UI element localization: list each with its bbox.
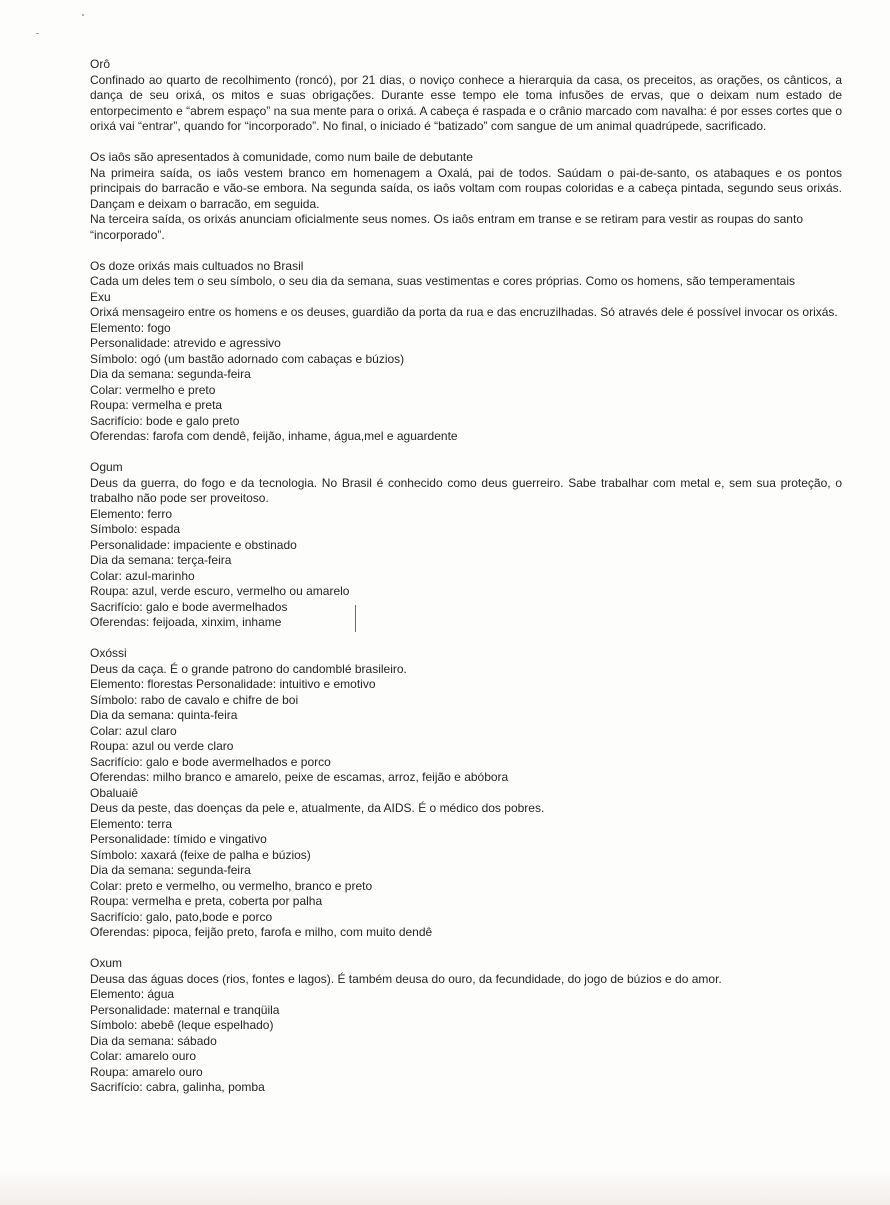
orixa-name-ogum: Ogum xyxy=(90,460,123,474)
orixa-attr-line: Sacrifício: cabra, galinha, pomba xyxy=(90,1080,265,1094)
orixa-attr-line: Sacrifício: bode e galo preto xyxy=(90,413,240,428)
orixa-attr-line: Elemento: água xyxy=(90,987,175,1001)
orixa-attr-line: Dia da semana: terça-feira xyxy=(90,553,232,567)
orixa-attr-line: Roupa: vermelha e preta xyxy=(90,398,223,412)
orixa-attr-line: Elemento: terra xyxy=(90,816,173,831)
orixa-attr-line: Símbolo: ogó (um bastão adornado com cabaças e búzios) xyxy=(90,351,405,366)
orixa-attr-line: Símbolo: espada xyxy=(90,522,181,536)
orixa-attr-line: Símbolo: abebê (leque espelhado) xyxy=(90,1018,274,1032)
orixa-attr-line: Dia da semana: segunda-feira xyxy=(90,863,251,877)
paragraph-doze-orixas: Cada um deles tem o seu símbolo, o seu dia da semana, suas vestimentas e cores próprias. Como os homens, são temperamentais xyxy=(90,274,796,288)
orixa-attr-line: Roupa: azul, verde escuro, vermelho ou amarelo xyxy=(90,584,350,598)
orixa-attr-line: Dia da semana: segunda-feira xyxy=(90,367,251,381)
section-heading-iaos: Os iaôs são apresentados à comunidade, como num baile de debutante xyxy=(90,150,473,164)
orixa-name-oxum: Oxum xyxy=(90,956,123,970)
orixa-name-obaluaie: Obaluaiê xyxy=(90,785,139,800)
orixa-desc-exu: Orixá mensageiro entre os homens e os deuses, guardião da porta da rua e das encruzilhadas. Só através dele é possível invocar os orixás. xyxy=(90,305,838,319)
orixa-desc-oxum: Deusa das águas doces (rios, fontes e lagos). É também deusa do ouro, da fecundidade, do jogo de búzios e do amor. xyxy=(90,971,722,986)
orixa-name-exu: Exu xyxy=(90,289,111,304)
orixa-attr-line: Elemento: ferro xyxy=(90,506,173,521)
orixa-desc-obaluaie: Deus da peste, das doenças da pele e, atualmente, da AIDS. É o médico dos pobres. xyxy=(90,801,545,815)
orixa-attr-line: Dia da semana: sábado xyxy=(90,1033,217,1048)
orixa-attr-line: Roupa: amarelo ouro xyxy=(90,1064,203,1079)
orixa-desc-oxossi: Deus da caça. É o grande patrono do candomblé brasileiro. xyxy=(90,661,407,676)
scan-speck xyxy=(36,33,39,34)
orixa-attr-line: Elemento: fogo xyxy=(90,320,171,335)
orixa-attr-line: Oferendas: farofa com dendê, feijão, inhame, água,mel e aguardente xyxy=(90,429,458,443)
paragraph-iaos-2: Na terceira saída, os orixás anunciam oficialmente seus nomes. Os iaôs entram em transe e se retiram para vestir as roupas do santo “incorporado”. xyxy=(90,212,803,242)
orixa-attr-line: Símbolo: xaxará (feixe de palha e búzios) xyxy=(90,847,311,862)
orixa-attr-line: Colar: amarelo ouro xyxy=(90,1049,197,1063)
paragraph-iaos-1: Na primeira saída, os iaôs vestem branco em homenagem a Oxalá, pai de todos. Saúdam o pai-de-santo, os atabaques e os pontos principais do barracão e vão-se embora. Na segunda saída, os iaôs voltam com roupas coloridas e a cabeça pintada, segundo seus orixás. Dançam e deixam o barracão, em seguida. xyxy=(90,165,842,211)
orixa-attr-line: Personalidade: impaciente e obstinado xyxy=(90,537,297,552)
orixa-attr-line: Roupa: azul ou verde claro xyxy=(90,739,234,753)
orixa-attr-line: Colar: vermelho e preto xyxy=(90,382,216,397)
orixa-attr-line: Personalidade: atrevido e agressivo xyxy=(90,336,281,350)
section-heading-doze-orixas: Os doze orixás mais cultuados no Brasil xyxy=(90,258,304,273)
paragraph-oro: Confinado ao quarto de recolhimento (roncó), por 21 dias, o noviço conhece a hierarquia da casa, os preceitos, as orações, os cânticos, a dança de seu orixá, os mitos e suas obrigações. Durante esse tempo ele toma infusões de ervas, que o deixam num estado de entorpecimento e “abrem espaço” na sua mente para o orixá. A cabeça é raspada e o crânio marcado com navalha: é por esses cortes que o orixá vai “entrar”, quando for “incorporado”. No final, o iniciado é “batizado” com sangue de um animal quadrúpede, sacrificado. xyxy=(90,72,842,133)
orixa-attr-line: Oferendas: pipoca, feijão preto, farofa e milho, com muito dendê xyxy=(90,925,433,939)
section-heading-oro: Orô xyxy=(90,57,111,71)
orixa-attr-line: Personalidade: tímido e vingativo xyxy=(90,832,267,846)
orixa-name-oxossi: Oxóssi xyxy=(90,646,127,660)
orixa-attr-line: Sacrifício: galo e bode avermelhados e porco xyxy=(90,754,331,769)
orixa-attr-line: Colar: azul claro xyxy=(90,723,177,738)
orixa-attr-line: Roupa: vermelha e preta, coberta por palha xyxy=(90,894,323,908)
document-body xyxy=(90,57,842,1096)
orixa-attr-line: Oferendas: feijoada, xinxim, inhame xyxy=(90,615,282,629)
orixa-attr-line: Sacrifício: galo e bode avermelhados xyxy=(90,599,288,614)
orixa-desc-ogum: Deus da guerra, do fogo e da tecnologia. No Brasil é conhecido como deus guerreiro. Sabe trabalhar com metal e, sem sua proteção, o trabalho não pode ser proveitoso. xyxy=(90,475,842,505)
orixa-attr-line: Símbolo: rabo de cavalo e chifre de boi xyxy=(90,692,299,707)
orixa-attr-line: Colar: azul-marinho xyxy=(90,568,195,583)
scan-speck xyxy=(82,14,84,16)
orixa-attr-line: Colar: preto e vermelho, ou vermelho, branco e preto xyxy=(90,878,373,893)
orixa-attr-line: Oferendas: milho branco e amarelo, peixe de escamas, arroz, feijão e abóbora xyxy=(90,770,509,784)
orixa-attr-line: Sacrifício: galo, pato,bode e porco xyxy=(90,909,273,924)
orixa-attr-line: Elemento: florestas Personalidade: intuitivo e emotivo xyxy=(90,677,376,691)
orixa-attr-line: Dia da semana: quinta-feira xyxy=(90,708,238,722)
scan-bottom-edge xyxy=(0,1167,890,1205)
orixa-attr-line: Personalidade: maternal e tranqüila xyxy=(90,1002,280,1017)
